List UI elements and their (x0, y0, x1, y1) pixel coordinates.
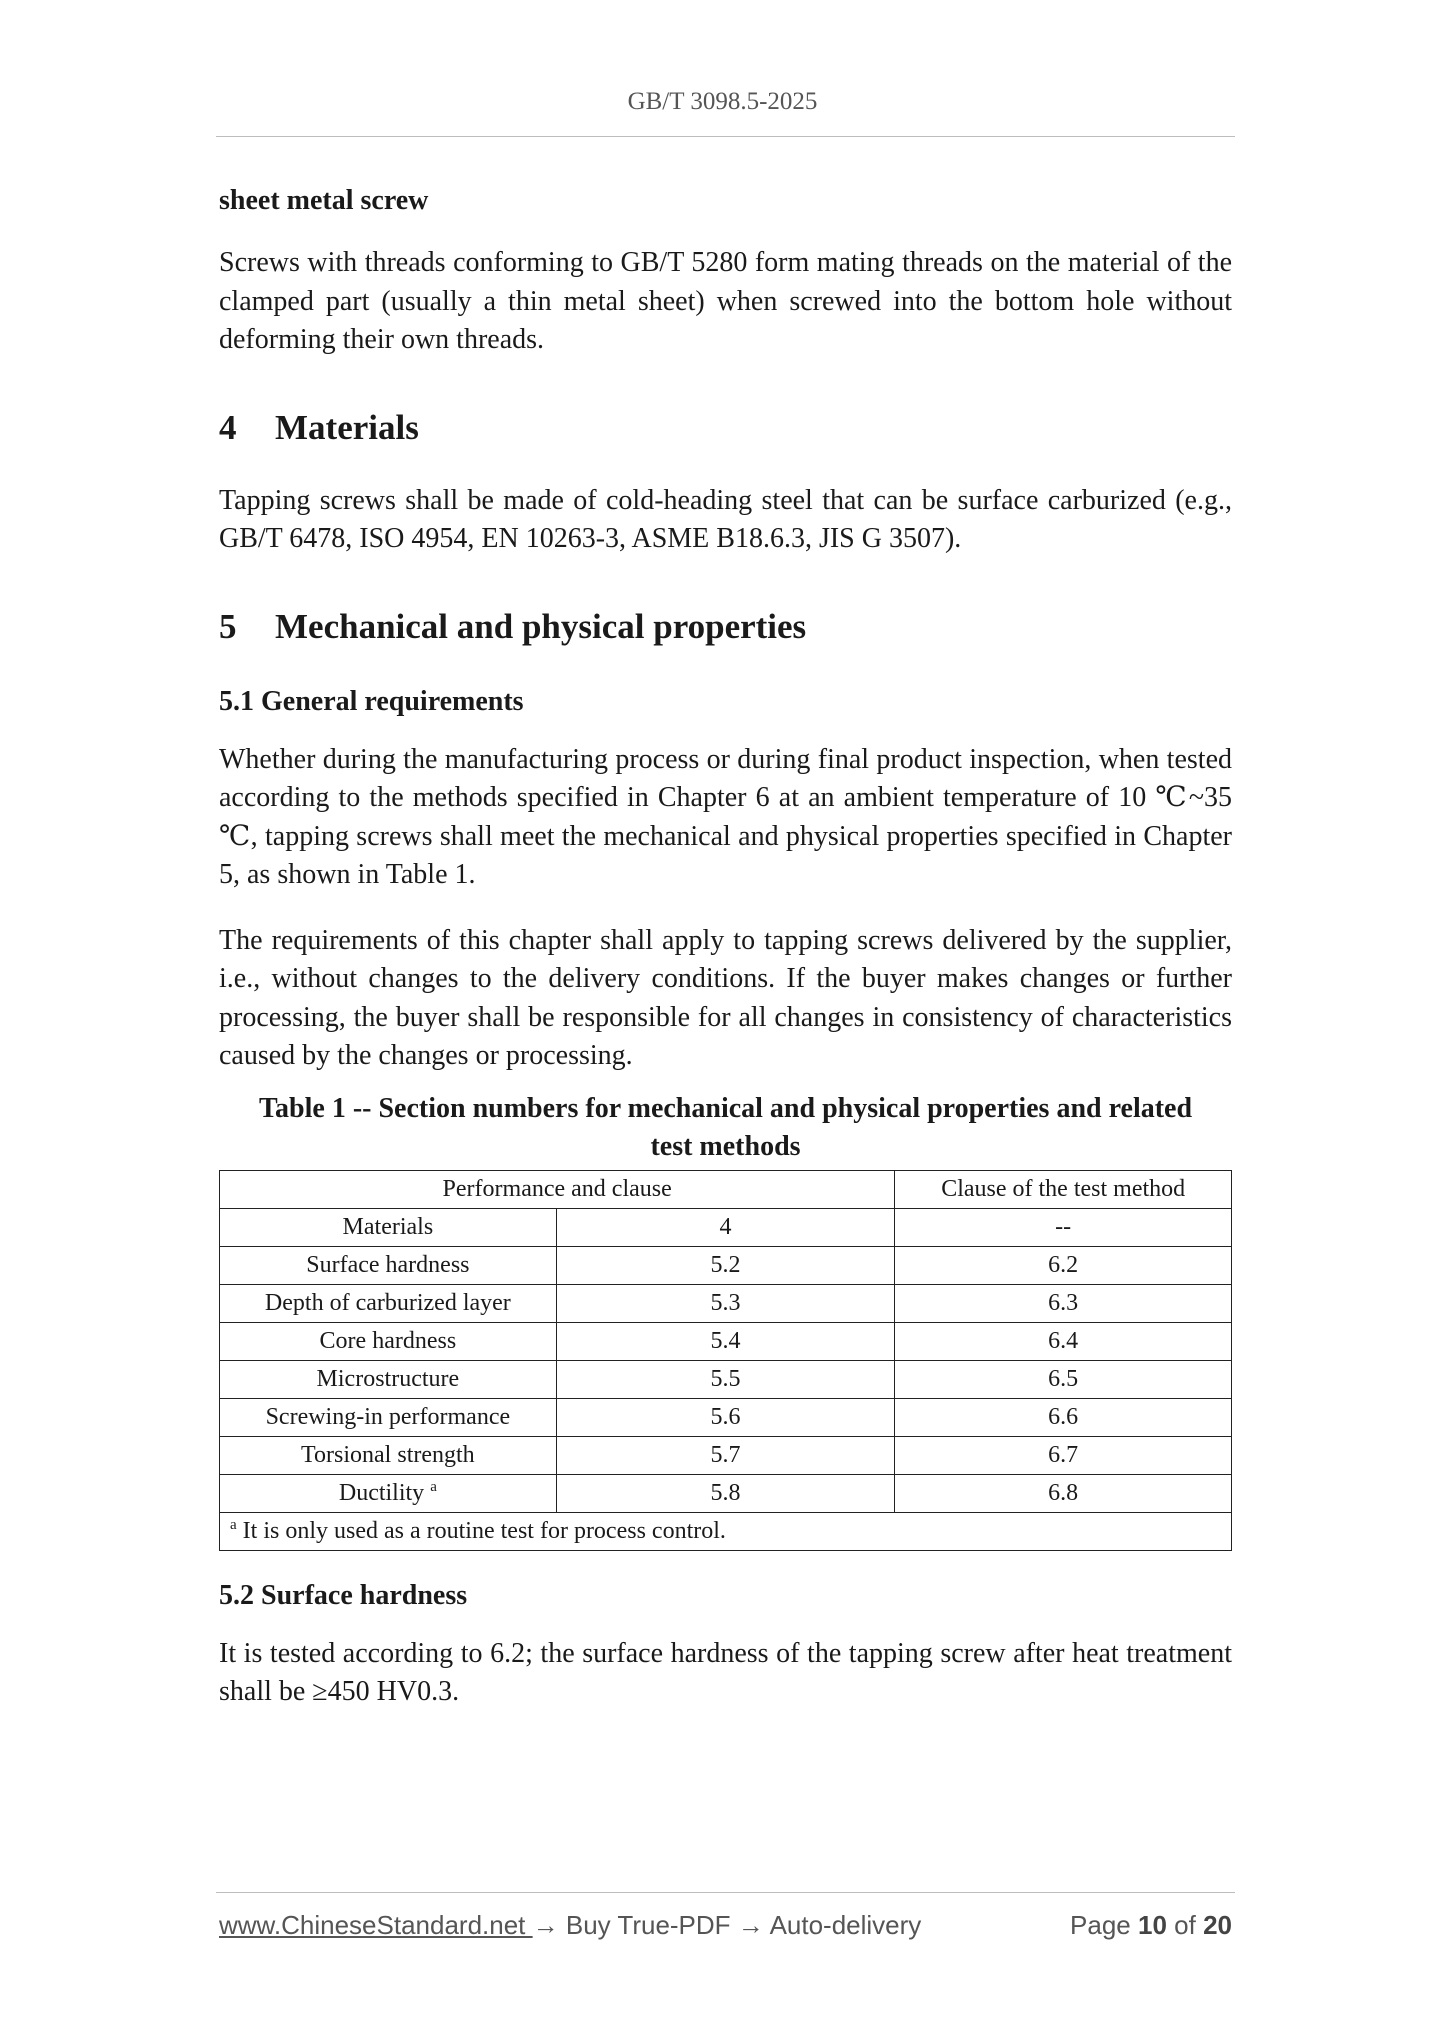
footnote-marker: a (430, 1478, 437, 1495)
cell-test-clause: 6.8 (895, 1474, 1232, 1512)
cell-clause: 5.8 (556, 1474, 895, 1512)
cell-clause: 5.5 (556, 1360, 895, 1398)
table-header-row (220, 1170, 1232, 1208)
cell-test-clause: 6.2 (895, 1246, 1232, 1284)
table-row (220, 1398, 1232, 1436)
table-row (220, 1436, 1232, 1474)
footer-nav-text: → Buy True-PDF → Auto-delivery (532, 1910, 922, 1940)
cell-clause: 4 (556, 1208, 895, 1246)
cell-clause: 5.7 (556, 1436, 895, 1474)
section-5-heading (219, 603, 1232, 651)
cell-clause: 5.6 (556, 1398, 895, 1436)
cell-clause: 5.3 (556, 1284, 895, 1322)
footer-left (219, 1910, 921, 1941)
table-caption (219, 1090, 1232, 1166)
table-caption-line-1: Table 1 -- Section numbers for mechanical and physical properties and related (258, 1092, 1193, 1124)
cell-property: Core hardness (220, 1322, 557, 1360)
page-header: GB/T 3098.5-2025 (627, 88, 818, 115)
website-link[interactable]: www.ChineseStandard.net (219, 1910, 533, 1940)
cell-test-clause: 6.4 (895, 1322, 1232, 1360)
cell-test-clause: -- (895, 1208, 1232, 1246)
section-number: 5 (219, 606, 237, 646)
table-row (220, 1284, 1232, 1322)
cell-test-clause: 6.3 (895, 1284, 1232, 1322)
subsection-5-2-heading: 5.2 Surface hardness (219, 1579, 468, 1611)
cell-test-clause: 6.7 (895, 1436, 1232, 1474)
page-number: 10 (1138, 1910, 1167, 1940)
properties-table (219, 1170, 1232, 1551)
footer-divider (216, 1892, 1235, 1893)
table-row (220, 1360, 1232, 1398)
term-definition: Screws with threads conforming to GB/T 5280 form mating threads on the material of the clamped part (usually a thin metal sheet) when screwed into the bottom hole without deforming their own threads. (219, 247, 1232, 355)
subsection-5-1-heading: 5.1 General requirements (219, 685, 524, 717)
cell-property: Depth of carburized layer (220, 1284, 557, 1322)
cell-property: Ductility $^a$ (220, 1474, 557, 1512)
section-number: 4 (219, 407, 237, 447)
cell-property: Materials (220, 1208, 557, 1246)
subsection-5-2-text: It is tested according to 6.2; the surface hardness of the tapping screw after heat treatment shall be ≥450 HV0.3. (219, 1637, 1232, 1707)
subsection-5-1-para-1: Whether during the manufacturing process or during final product inspection, when tested according to the methods specified in Chapter 6 at an ambient temperature of 10 ℃~35 ℃, tapping screws shall meet the mechanical and physical properties specified in Chapter 5, as shown in Table 1. (219, 743, 1232, 890)
table-row (220, 1208, 1232, 1246)
header-performance: Performance and clause (220, 1170, 895, 1208)
footnote-text: It is only used as a routine test for process control. (236, 1517, 726, 1544)
cell-property: Surface hardness (220, 1246, 557, 1284)
subsection-5-1-para-2: The requirements of this chapter shall apply to tapping screws delivered by the supplier, i.e., without changes to the delivery conditions. If the buyer makes changes or further processing, the buyer shall be responsible for all changes in consistency of characteristics caused by the changes or processing. (219, 924, 1232, 1071)
page-label: Page (1070, 1910, 1131, 1940)
table-row (220, 1322, 1232, 1360)
table-footnote (220, 1512, 1232, 1550)
section-title: Mechanical and physical properties (275, 606, 807, 646)
cell-clause: 5.4 (556, 1322, 895, 1360)
header-divider (216, 136, 1235, 137)
of-label: of (1174, 1910, 1196, 1940)
table-row (220, 1474, 1232, 1512)
cell-test-clause: 6.5 (895, 1360, 1232, 1398)
page-footer (219, 1910, 1232, 1946)
table-row (220, 1246, 1232, 1284)
cell-property: Screwing-in performance (220, 1398, 557, 1436)
section-4-text: Tapping screws shall be made of cold-heading steel that can be surface carburized (e.g., GB/T 6478, ISO 4954, EN 10263-3, ASME B18.6.3, JIS G 3507). (219, 484, 1232, 554)
page-indicator (1070, 1910, 1232, 1941)
cell-test-clause: 6.6 (895, 1398, 1232, 1436)
cell-clause: 5.2 (556, 1246, 895, 1284)
page-total: 20 (1203, 1910, 1232, 1940)
section-4-heading (219, 404, 1232, 452)
table-caption-line-2: test methods (650, 1130, 801, 1162)
term-name: sheet metal screw (219, 185, 429, 216)
table-footnote-row (220, 1512, 1232, 1550)
cell-property: Torsional strength (220, 1436, 557, 1474)
header-test-method: Clause of the test method (895, 1170, 1232, 1208)
cell-property: Microstructure (220, 1360, 557, 1398)
footnote-marker: a (230, 1516, 237, 1533)
page-content (219, 180, 1232, 1739)
section-title: Materials (275, 407, 419, 447)
